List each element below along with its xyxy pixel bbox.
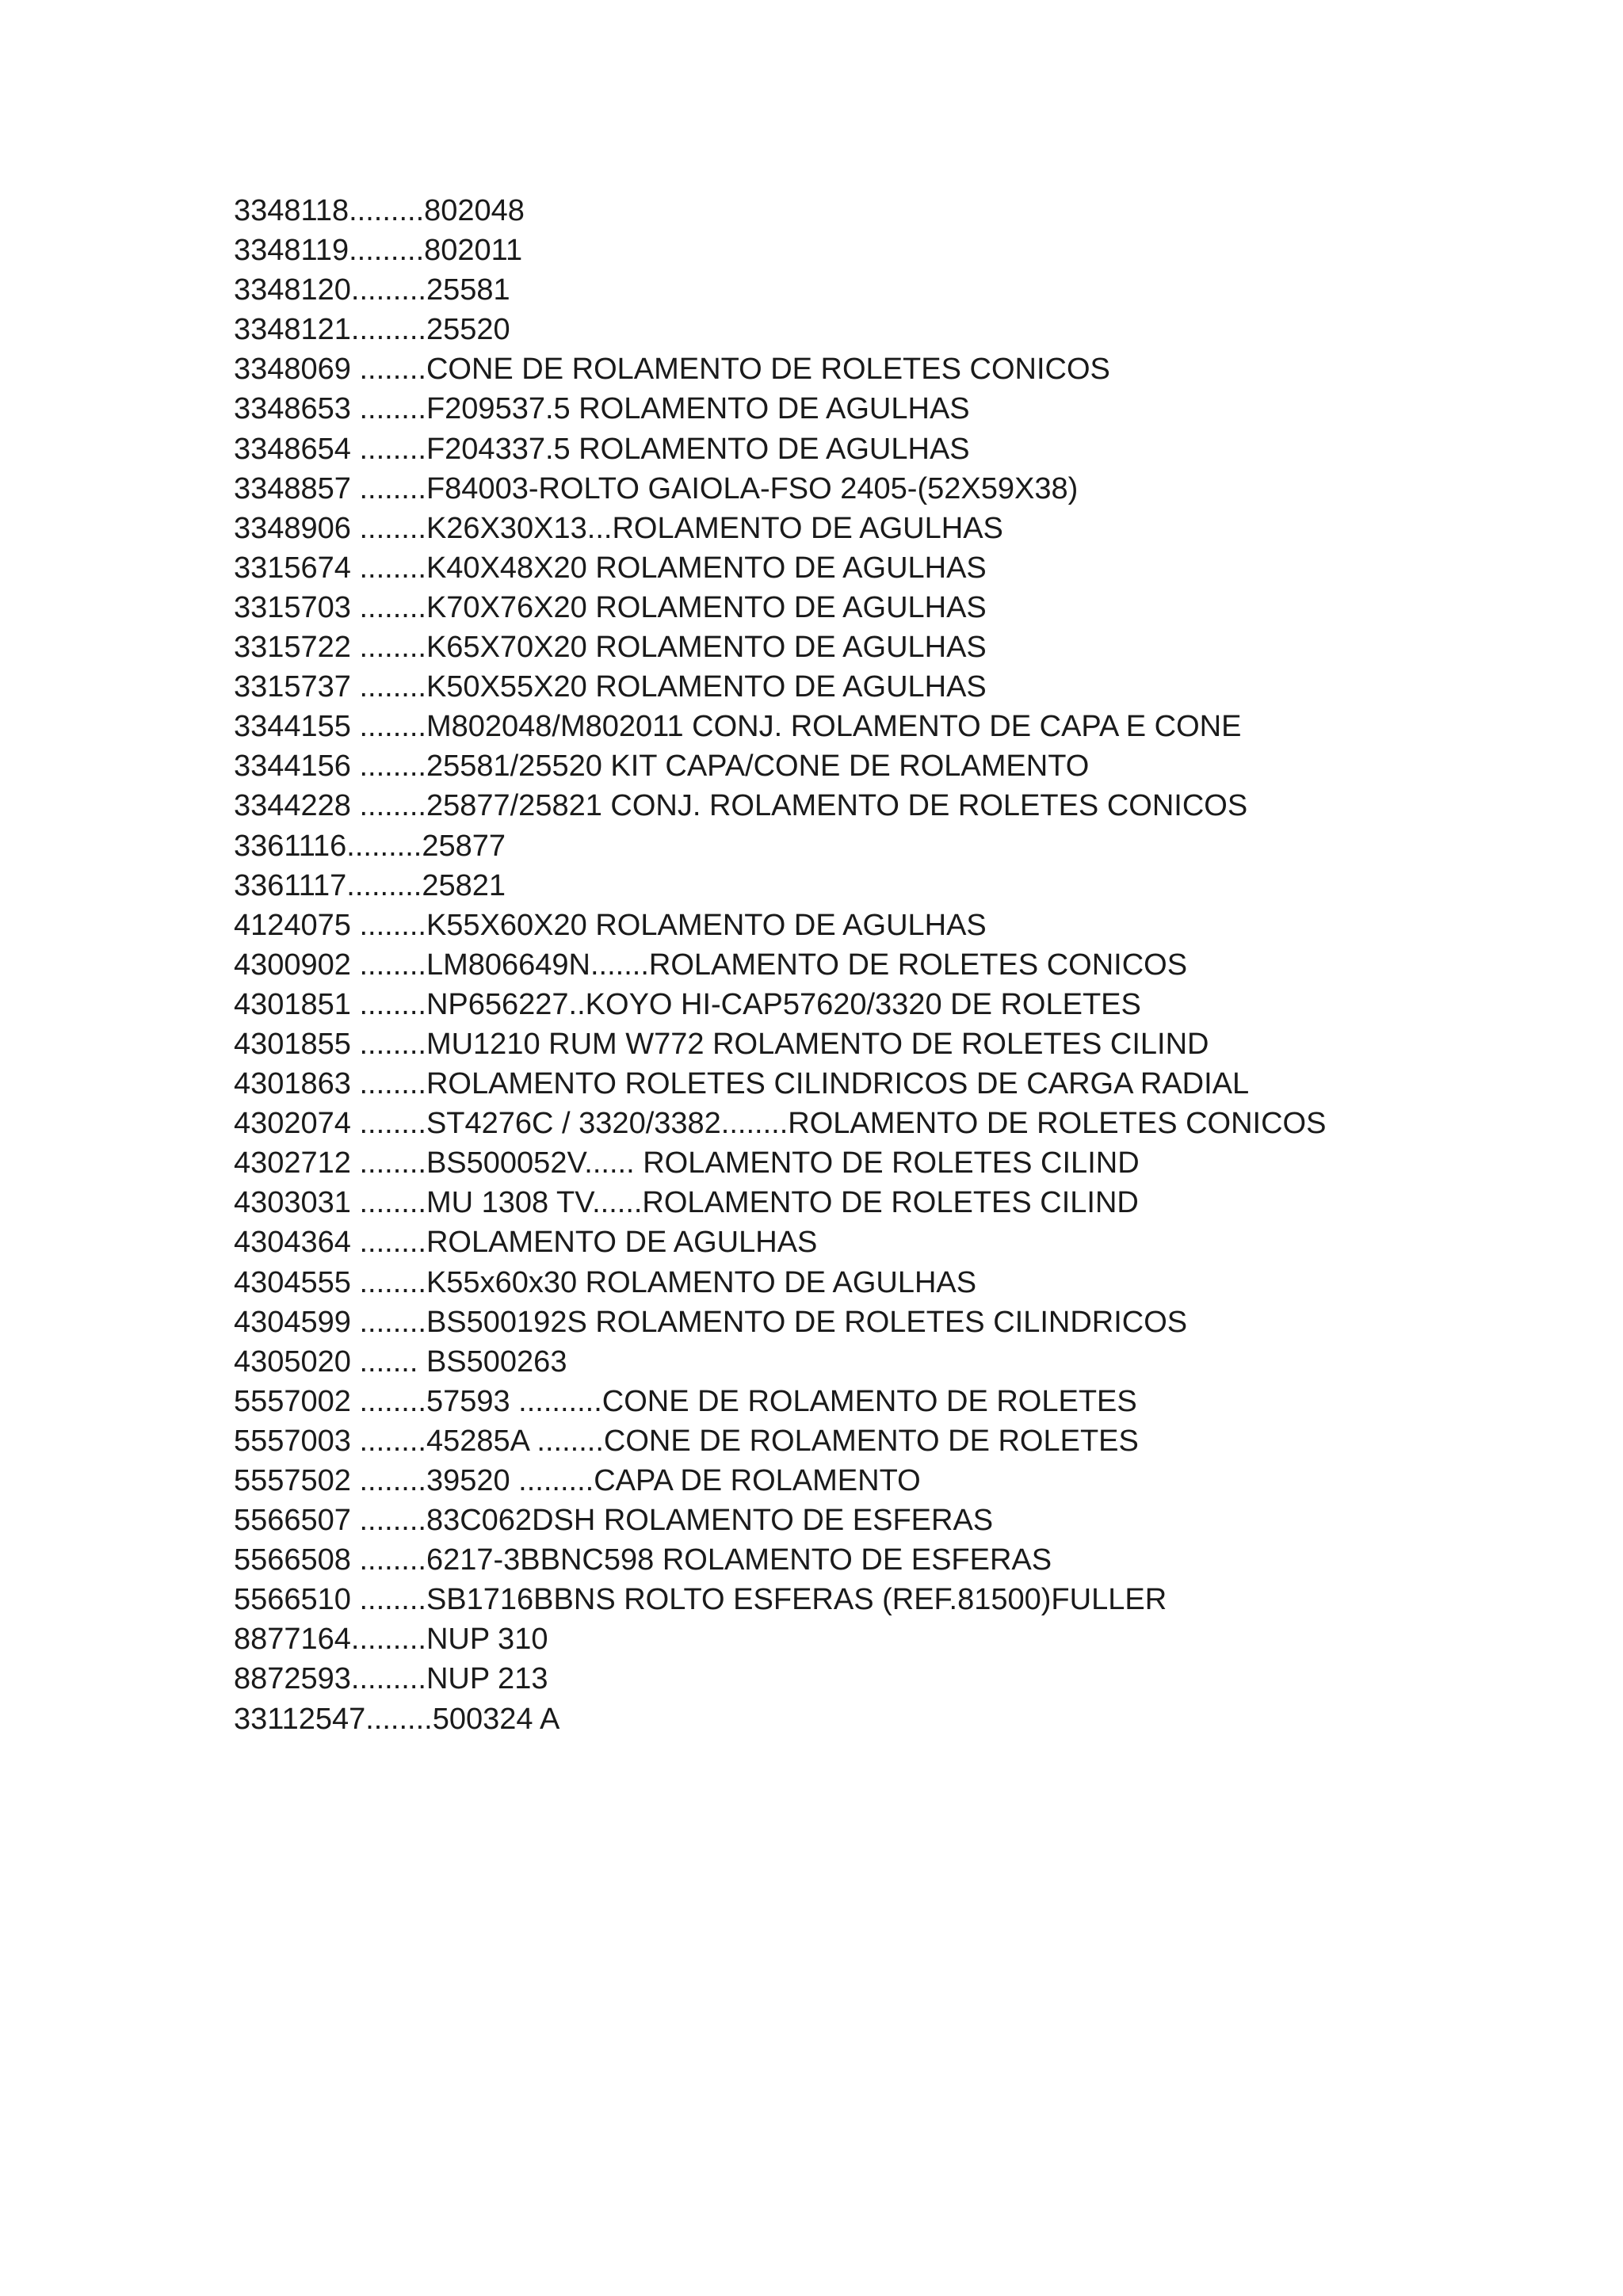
list-line: 33112547........500324 A [234, 1702, 560, 1736]
list-line: 3315703 ........K70X76X20 ROLAMENTO DE AGULHAS [234, 590, 987, 624]
list-line: 4301851 ........NP656227..KOYO HI-CAP57620/3320 DE ROLETES [234, 987, 1141, 1021]
list-line: 3315674 ........K40X48X20 ROLAMENTO DE AGULHAS [234, 551, 987, 585]
list-line: 4302074 ........ST4276C / 3320/3382........ROLAMENTO DE ROLETES CONICOS [234, 1107, 1327, 1141]
list-line: 8872593.........NUP 213 [234, 1662, 548, 1696]
list-line: 4301863 ........ROLAMENTO ROLETES CILINDRICOS DE CARGA RADIAL [234, 1067, 1250, 1101]
list-line: 4302712 ........BS500052V...... ROLAMENTO DE ROLETES CILIND [234, 1146, 1140, 1180]
list-line: 3344228 ........25877/25821 CONJ. ROLAMENTO DE ROLETES CONICOS [234, 789, 1248, 823]
list-line: 3348654 ........F204337.5 ROLAMENTO DE AGULHAS [234, 432, 970, 466]
list-line: 5566510 ........SB1716BBNS ROLTO ESFERAS (REF.81500)FULLER [234, 1583, 1167, 1617]
list-line: 4301855 ........MU1210 RUM W772 ROLAMENTO DE ROLETES CILIND [234, 1027, 1209, 1061]
list-line: 3348119.........802011 [234, 234, 523, 268]
list-line: 3348857 ........F84003-ROLTO GAIOLA-FSO 2405-(52X59X38) [234, 471, 1079, 505]
part-number-list [234, 191, 1326, 1739]
list-line: 4304555 ........K55x60x30 ROLAMENTO DE AGULHAS [234, 1265, 977, 1299]
list-line: 3348653 ........F209537.5 ROLAMENTO DE AGULHAS [234, 392, 970, 426]
list-line: 3344155 ........M802048/M802011 CONJ. ROLAMENTO DE CAPA E CONE [234, 710, 1242, 744]
list-line: 5566507 ........83C062DSH ROLAMENTO DE ESFERAS [234, 1504, 994, 1538]
list-line: 5566508 ........6217-3BBNC598 ROLAMENTO DE ESFERAS [234, 1543, 1052, 1577]
list-line: 5557003 ........45285A ........CONE DE ROLAMENTO DE ROLETES [234, 1424, 1139, 1458]
list-line: 4124075 ........K55X60X20 ROLAMENTO DE AGULHAS [234, 908, 987, 942]
list-line: 4304599 ........BS500192S ROLAMENTO DE ROLETES CILINDRICOS [234, 1305, 1188, 1339]
list-line: 3344156 ........25581/25520 KIT CAPA/CONE DE ROLAMENTO [234, 749, 1090, 784]
list-line: 3361116.........25877 [234, 829, 506, 863]
list-line: 3348906 ........K26X30X13...ROLAMENTO DE AGULHAS [234, 511, 1003, 545]
list-line: 3348069 ........CONE DE ROLAMENTO DE ROLETES CONICOS [234, 353, 1110, 387]
list-line: 4303031 ........MU 1308 TV......ROLAMENTO DE ROLETES CILIND [234, 1186, 1139, 1220]
list-line: 8877164.........NUP 310 [234, 1623, 548, 1657]
list-line: 3348118.........802048 [234, 194, 525, 227]
list-line: 3348121.........25520 [234, 313, 510, 347]
list-line: 3348120.........25581 [234, 273, 510, 307]
list-line: 3315722 ........K65X70X20 ROLAMENTO DE AGULHAS [234, 631, 987, 665]
list-line: 4300902 ........LM806649N.......ROLAMENTO DE ROLETES CONICOS [234, 948, 1188, 982]
list-line: 5557002 ........57593 ..........CONE DE ROLAMENTO DE ROLETES [234, 1384, 1137, 1418]
list-line: 3315737 ........K50X55X20 ROLAMENTO DE AGULHAS [234, 670, 987, 704]
list-line: 5557502 ........39520 .........CAPA DE ROLAMENTO [234, 1464, 921, 1497]
list-line: 3361117.........25821 [234, 868, 506, 902]
list-line: 4305020 ....... BS500263 [234, 1344, 567, 1379]
list-line: 4304364 ........ROLAMENTO DE AGULHAS [234, 1226, 818, 1260]
